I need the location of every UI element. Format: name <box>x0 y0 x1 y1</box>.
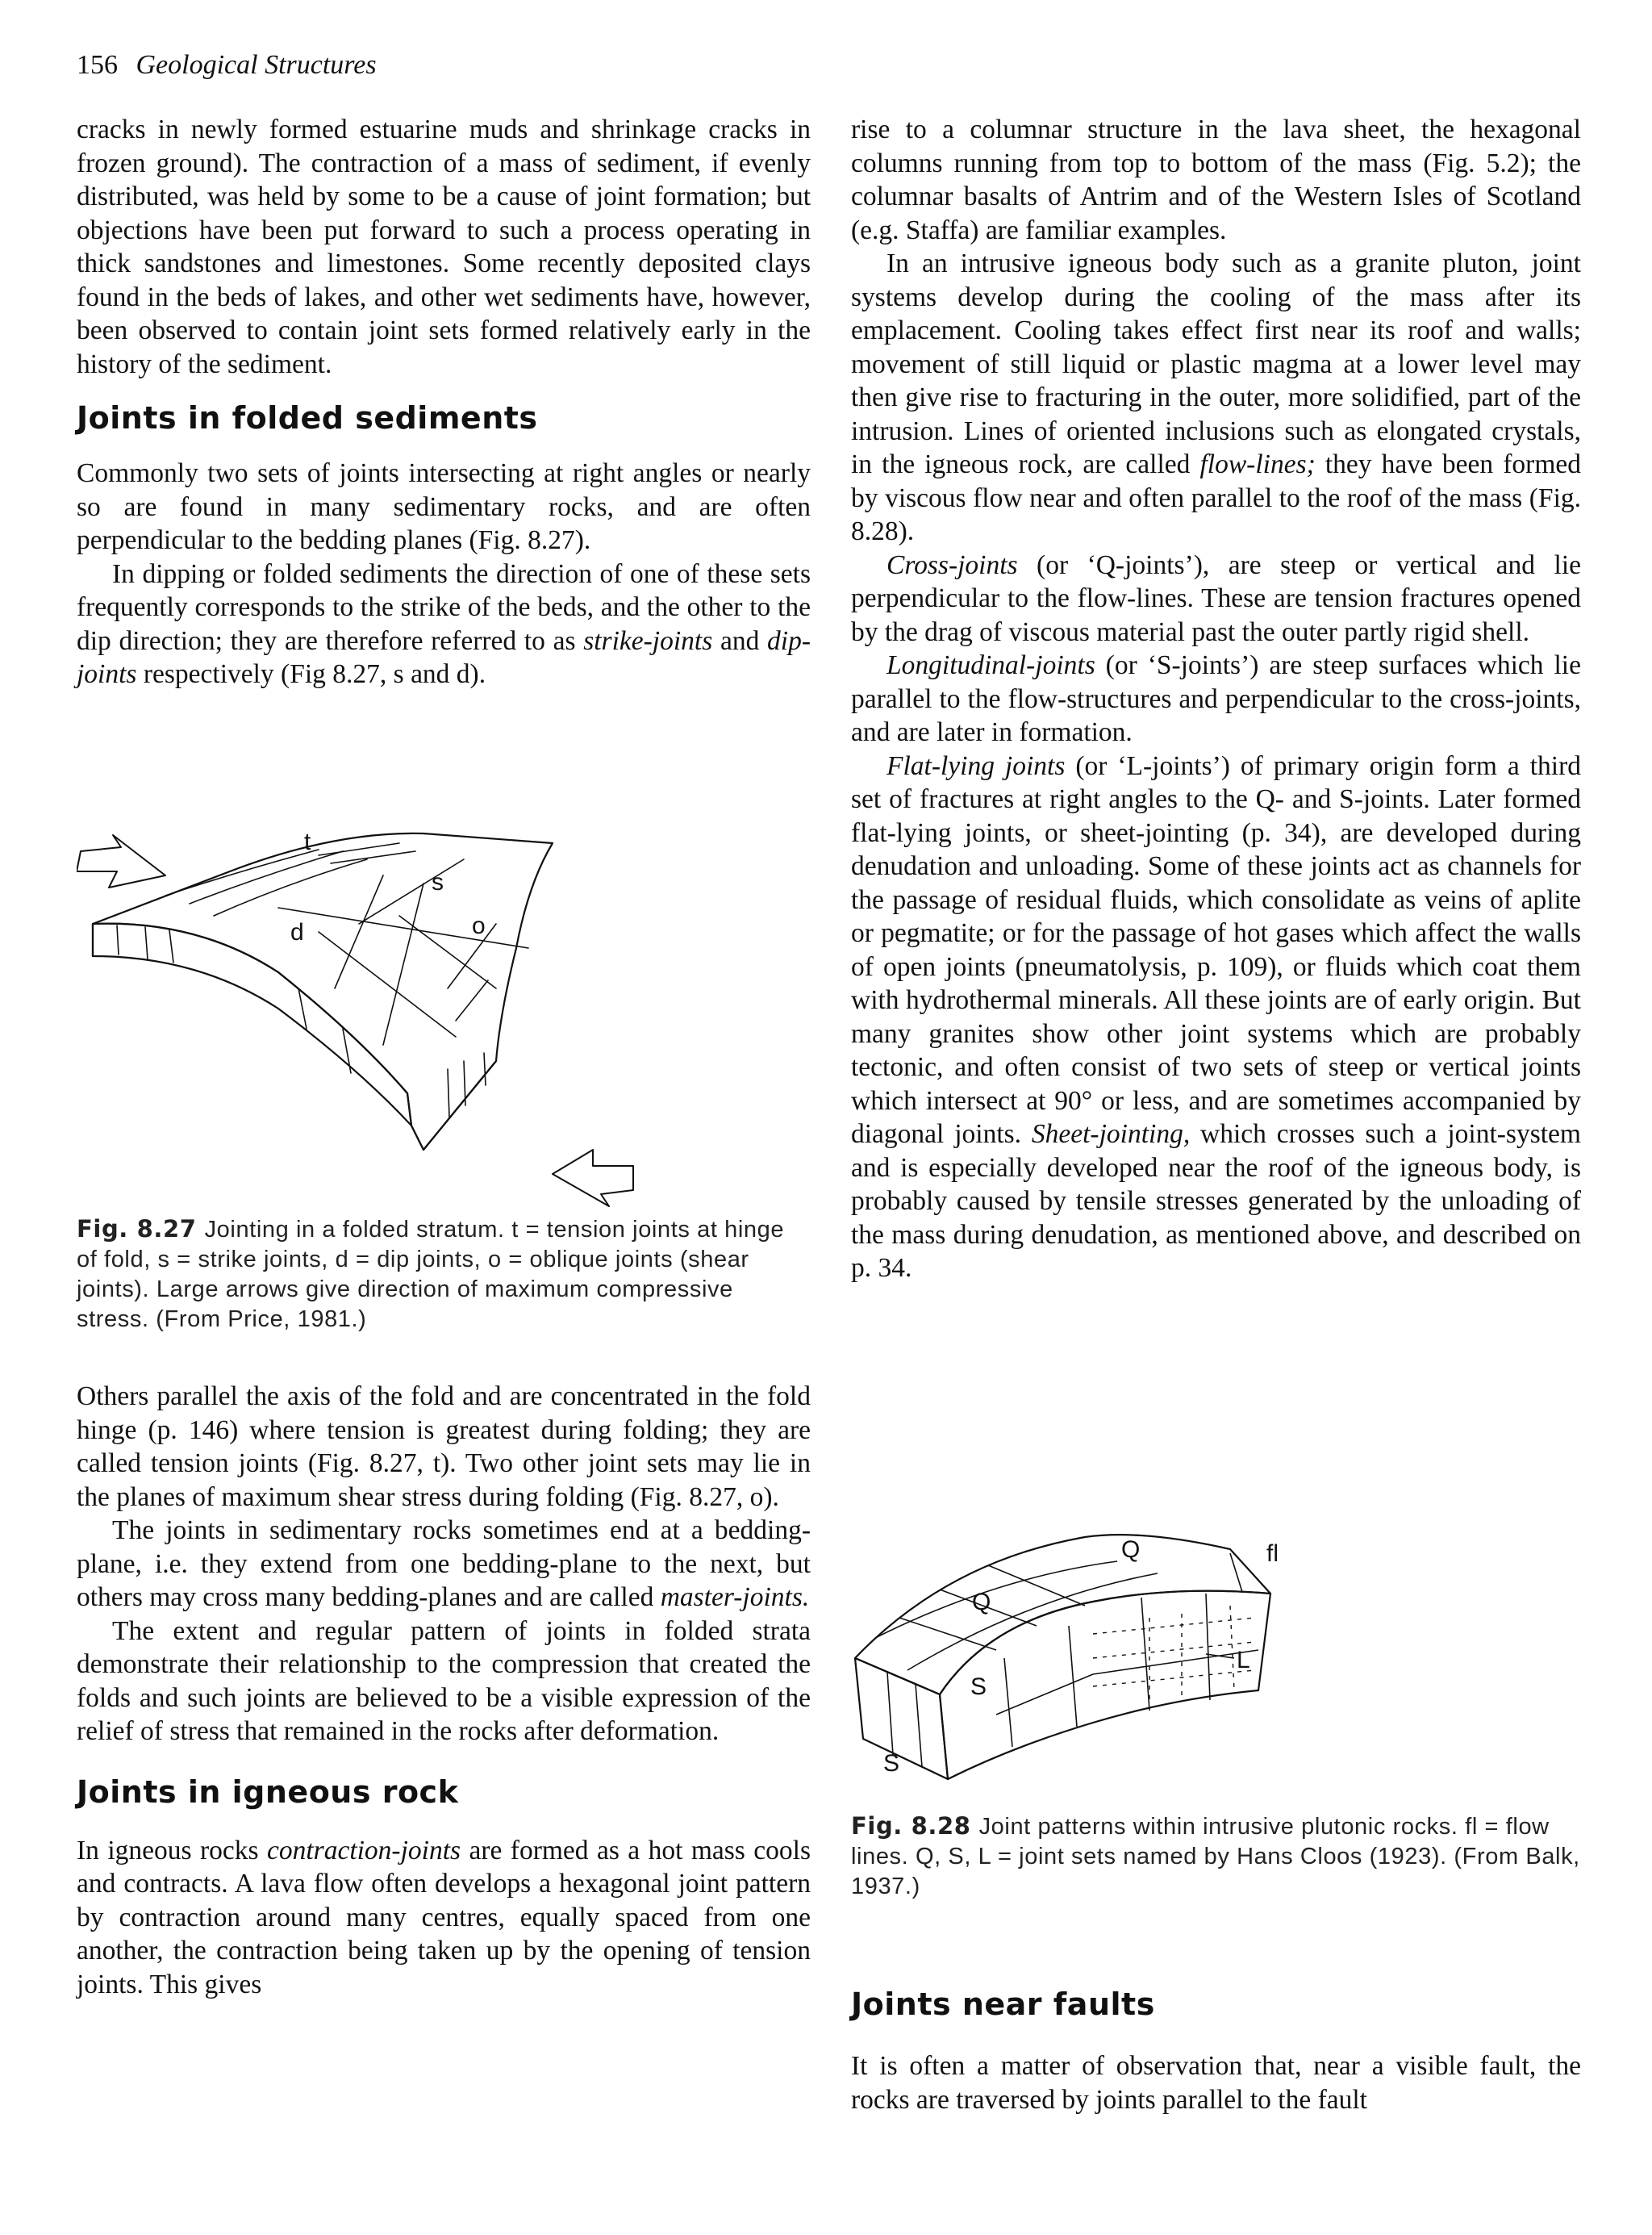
left-column <box>77 113 811 691</box>
fig-8-27-caption-text: Jointing in a folded stratum. t = tension joints at hinge of fold, s = strike joints, d = dip joints, o = oblique joints (shear joints). Large arrows give direction of maximum compressive stress. (From Price, 1981.) <box>77 1217 785 1332</box>
paragraph: Cross-joints (or ‘Q-joints’), are steep or vertical and lie perpendicular to the flow-lines. These are tension fractures opened by the drag of viscous material past the outer partly rigid shell. <box>851 549 1581 647</box>
paragraph: Flat-lying joints (or ‘L-joints’) of primary origin form a third set of fractures at right angles to the Q- and S-joints. Later formed flat-lying joints, or sheet-jointing (p. 34), are developed during denudation and unloading. Some of these joints act as channels for the passage of residual fluids, which consolidate as veins of aplite or pegmatite; or for the passage of hot gases which affect the walls of open joints (pneumatolysis, p. 109), or fluids which coat them with hydrothermal minerals. All these joints are of early origin. But many granites show other joint systems which are probably tectonic, and often consist of two sets of steep or vertical joints which intersect at 90° or less, and are sometimes accompanied by diagonal joints. Sheet-jointing, which crosses such a joint-system and is especially developed near the roof of the igneous body, is probably caused by tensile stresses generated by the unloading of the mass during denudation, as mentioned above, and described on p. 34. <box>851 750 1581 1283</box>
left-column-lower <box>77 1380 811 2001</box>
fig-8-27-label-d: d <box>290 919 304 946</box>
fig-8-27-label-s: s <box>432 869 444 896</box>
paragraph: The extent and regular pattern of joints in folded strata demonstrate their relationship to the compression that created the folds and such joints are believed to be a visible expression of the relief of stress that remained in the rocks after deformation. <box>77 1615 811 1746</box>
fig-8-28-label-s-front: S <box>883 1750 900 1777</box>
paragraph: In igneous rocks contraction-joints are formed as a hot mass cools and contracts. A lava flow often develops a hexagonal joint pattern by contraction around many centres, equally spaced from one another, the contraction being taken up by the opening of tension joints. This gives <box>77 1835 811 1999</box>
paragraph: Longitudinal-joints (or ‘S-joints’) are steep surfaces which lie parallel to the flow-structures and perpendicular to the cross-joints, and are later in formation. <box>851 650 1581 747</box>
paragraph: cracks in newly formed estuarine muds and shrinkage cracks in frozen ground). The contraction of a mass of sediment, if evenly distributed, was held by some to be a cause of joint formation; but objections have been put forward to such a process operating in thick sandstones and limestones. Some recently deposited clays found in the beds of lakes, and other wet sediments have, however, been observed to contain joint sets formed relatively early in the history of the sediment. <box>77 115 811 379</box>
fig-8-27-label-o: o <box>472 913 486 939</box>
figure-8-28 <box>851 1529 1581 1795</box>
right-column-lower <box>851 1986 1581 2116</box>
fig-8-27-label: Fig. 8.27 <box>77 1215 197 1243</box>
fig-8-27-label-t: t <box>304 829 311 855</box>
page-number: 156 <box>77 50 118 80</box>
paragraph: rise to a columnar structure in the lava sheet, the hexagonal columns running from top to bottom of the mass (Fig. 5.2); the columnar basalts of Antrim and of the Western Isles of Scotland (e.g. Staffa) are familiar examples. <box>851 115 1581 245</box>
fig-8-27-diagram <box>77 827 811 1214</box>
fig-8-28-diagram <box>851 1529 1581 1795</box>
fig-8-27-caption <box>77 1214 811 1335</box>
fig-8-28-label-fl: fl <box>1266 1540 1279 1567</box>
fig-8-28-label-l: L <box>1237 1647 1250 1673</box>
figure-8-27 <box>77 827 811 1214</box>
paragraph: Commonly two sets of joints intersecting at right angles or nearly so are found in many sedimentary rocks, and are often perpendicular to the bedding planes (Fig. 8.27). <box>77 458 811 555</box>
fig-8-28-caption <box>851 1811 1581 1902</box>
fig-8-28-label-q-mid: Q <box>972 1589 991 1615</box>
section-heading-folded: Joints in folded sediments <box>77 400 538 436</box>
running-title: Geological Structures <box>136 50 377 80</box>
paragraph: In an intrusive igneous body such as a granite pluton, joint systems develop during the cooling of the mass after its emplacement. Cooling takes effect first near its roof and walls; movement of still liquid or plastic magma at a lower level may then give rise to fracturing in the outer, more solidified, part of the intrusion. Lines of oriented inclusions such as elongated crystals, in the igneous rock, are called flow-lines; they have been formed by viscous flow near and often parallel to the roof of the mass (Fig. 8.28). <box>851 249 1581 546</box>
section-heading-igneous: Joints in igneous rock <box>77 1773 459 1810</box>
fig-8-28-caption-text: Joint patterns within intrusive plutonic rocks. fl = flow lines. Q, S, L = joint sets named by Hans Cloos (1923). (From Balk, 1937.) <box>851 1814 1580 1899</box>
paragraph: The joints in sedimentary rocks sometimes end at a bedding-plane, i.e. they extend from one bedding-plane to the next, but others may cross many bedding-planes and are called master-joints. <box>77 1515 811 1612</box>
section-heading-faults: Joints near faults <box>851 1986 1155 2022</box>
fig-8-28-label: Fig. 8.28 <box>851 1812 971 1840</box>
paragraph: It is often a matter of observation that, near a visible fault, the rocks are traversed by joints parallel to the fault <box>851 2051 1581 2115</box>
paragraph: Others parallel the axis of the fold and are concentrated in the fold hinge (p. 146) where tension is greatest during folding; they are called tension joints (Fig. 8.27, t). Two other joint sets may lie in the planes of maximum shear stress during folding (Fig. 8.27, o). <box>77 1381 811 1512</box>
fig-8-28-label-s-mid: S <box>970 1673 987 1700</box>
fig-8-28-label-q-top: Q <box>1121 1536 1141 1563</box>
paragraph: In dipping or folded sediments the direction of one of these sets frequently corresponds to the strike of the beds, and the other to the dip direction; they are therefore referred to as strike-joints and dip-joints respectively (Fig 8.27, s and d). <box>77 558 811 689</box>
running-head <box>77 50 377 81</box>
right-column <box>851 113 1581 1285</box>
